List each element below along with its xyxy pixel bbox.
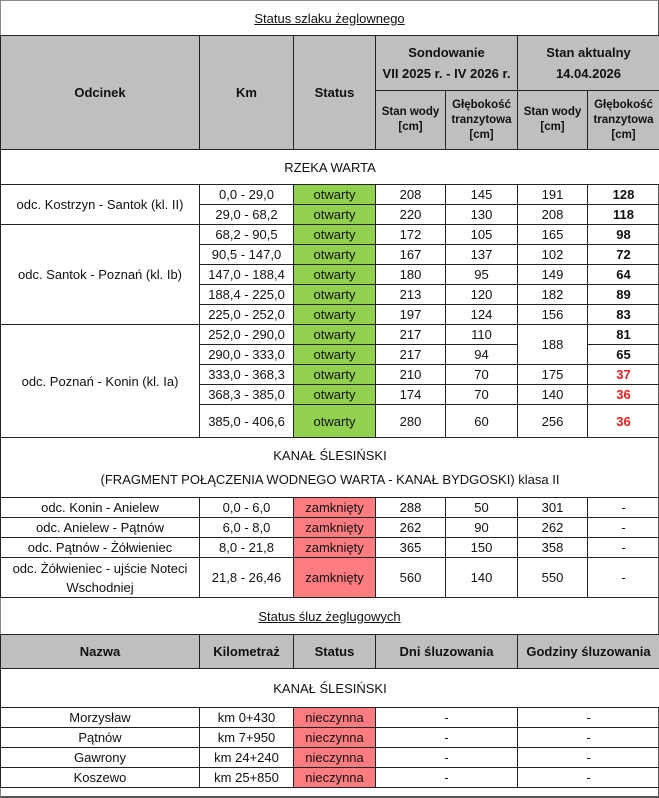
glebokosc: 105 — [446, 225, 518, 245]
stan-aktualny-wody: 165 — [518, 225, 588, 245]
status-badge: otwarty — [294, 205, 376, 225]
km: 225,0 - 252,0 — [200, 305, 294, 325]
header-dni: Dni śluzowania — [376, 635, 518, 669]
lock-days: - — [376, 708, 518, 728]
header-godziny: Godziny śluzowania — [518, 635, 659, 669]
stan-aktualny-wody: 140 — [518, 385, 588, 405]
header-stan-l1: Stan aktualny — [518, 42, 659, 63]
status-badge: otwarty — [294, 405, 376, 438]
segment-name-l2: Wschodniej — [1, 578, 199, 597]
km: 147,0 - 188,4 — [200, 265, 294, 285]
stan-aktualny-glebokosc: 118 — [588, 205, 659, 225]
status-badge: zamknięty — [294, 538, 376, 558]
header-kilometraz: Kilometraż — [200, 635, 294, 669]
stan-aktualny-wody: 358 — [518, 538, 588, 558]
locks-table — [0, 634, 659, 788]
segment-name: odc. Konin - Anielew — [1, 498, 200, 518]
glebokosc: 150 — [446, 538, 518, 558]
lock-km: km 0+430 — [200, 708, 294, 728]
unit: [cm] — [376, 120, 445, 135]
status-badge: zamknięty — [294, 558, 376, 598]
status-badge: otwarty — [294, 345, 376, 365]
header-stan-l2: 14.04.2026 — [518, 63, 659, 84]
stan-wody: 172 — [376, 225, 446, 245]
section-kanal-subtitle: (FRAGMENT POŁĄCZENIA WODNEGO WARTA - KANAŁ BYDGOSKI) klasa II — [1, 468, 659, 492]
fairway-status-table — [0, 35, 659, 598]
km: 8,0 - 21,8 — [200, 538, 294, 558]
stan-aktualny-glebokosc: 36 — [588, 385, 659, 405]
stan-wody: 288 — [376, 498, 446, 518]
stan-aktualny-wody: 102 — [518, 245, 588, 265]
section-kanal-title: KANAŁ ŚLESIŃSKI — [1, 444, 659, 468]
segment-name: odc. Pątnów - Żółwieniec — [1, 538, 200, 558]
header-glebokosc-2 — [588, 91, 659, 150]
stan-aktualny-glebokosc: 64 — [588, 265, 659, 285]
status-badge: nieczynna — [294, 708, 376, 728]
section-warta: RZEKA WARTA — [1, 150, 659, 185]
glebokosc: 50 — [446, 498, 518, 518]
stan-aktualny-glebokosc: 37 — [588, 365, 659, 385]
stan-aktualny-glebokosc: - — [588, 498, 659, 518]
km: 6,0 - 8,0 — [200, 518, 294, 538]
glebokosc: 130 — [446, 205, 518, 225]
lock-name: Gawrony — [1, 748, 200, 768]
header-glebokosc-1 — [446, 91, 518, 150]
glebokosc: 124 — [446, 305, 518, 325]
lock-days: - — [376, 748, 518, 768]
table-row — [1, 538, 659, 558]
table-row — [1, 748, 659, 768]
stan-wody: 220 — [376, 205, 446, 225]
label: Stan wody — [518, 105, 587, 120]
header-km: Km — [200, 36, 294, 150]
stan-aktualny-glebokosc: 72 — [588, 245, 659, 265]
segment-name-l1: odc. Żółwieniec - ujście Noteci — [1, 559, 199, 578]
stan-aktualny-glebokosc: - — [588, 538, 659, 558]
segment-name: odc. Santok - Poznań (kl. Ib) — [1, 225, 200, 325]
status-badge: nieczynna — [294, 728, 376, 748]
stan-aktualny-wody: 175 — [518, 365, 588, 385]
km: 0,0 - 29,0 — [200, 185, 294, 205]
header-stan-aktualny — [518, 36, 659, 91]
segment-name — [1, 558, 200, 598]
status-badge: otwarty — [294, 225, 376, 245]
stan-aktualny-glebokosc: - — [588, 558, 659, 598]
unit: [cm] — [518, 120, 587, 135]
label: tranzytowa — [446, 113, 517, 128]
stan-aktualny-glebokosc: 81 — [588, 325, 659, 345]
header-status: Status — [294, 635, 376, 669]
lock-km: km 25+850 — [200, 768, 294, 788]
header-stan-wody-2 — [518, 91, 588, 150]
stan-aktualny-wody: 188 — [518, 325, 588, 365]
header-stan-wody-1 — [376, 91, 446, 150]
segment-name: odc. Anielew - Pątnów — [1, 518, 200, 538]
glebokosc: 70 — [446, 365, 518, 385]
segment-name: odc. Kostrzyn - Santok (kl. II) — [1, 185, 200, 225]
stan-wody: 217 — [376, 345, 446, 365]
table-row — [1, 225, 659, 245]
km: 188,4 - 225,0 — [200, 285, 294, 305]
table-row — [1, 708, 659, 728]
status-badge: zamknięty — [294, 498, 376, 518]
status-badge: otwarty — [294, 365, 376, 385]
header-status: Status — [294, 36, 376, 150]
lock-km: km 7+950 — [200, 728, 294, 748]
table-row — [1, 325, 659, 345]
label: tranzytowa — [588, 113, 659, 128]
lock-hours: - — [518, 728, 659, 748]
lock-days: - — [376, 728, 518, 748]
section-kanal — [1, 438, 659, 498]
stan-wody: 280 — [376, 405, 446, 438]
stan-aktualny-glebokosc: 128 — [588, 185, 659, 205]
lock-hours: - — [518, 768, 659, 788]
status-badge: otwarty — [294, 325, 376, 345]
stan-wody: 180 — [376, 265, 446, 285]
status-badge: otwarty — [294, 265, 376, 285]
header-sondowanie — [376, 36, 518, 91]
unit: [cm] — [446, 128, 517, 143]
stan-aktualny-wody: 149 — [518, 265, 588, 285]
section-locks: KANAŁ ŚLESIŃSKI — [1, 669, 659, 708]
stan-wody: 262 — [376, 518, 446, 538]
lock-name: Koszewo — [1, 768, 200, 788]
table-row — [1, 768, 659, 788]
glebokosc: 60 — [446, 405, 518, 438]
lock-hours: - — [518, 748, 659, 768]
stan-aktualny-wody: 156 — [518, 305, 588, 325]
km: 68,2 - 90,5 — [200, 225, 294, 245]
km: 290,0 - 333,0 — [200, 345, 294, 365]
km: 252,0 - 290,0 — [200, 325, 294, 345]
segment-name: odc. Poznań - Konin (kl. Ia) — [1, 325, 200, 438]
lock-hours: - — [518, 708, 659, 728]
status-badge: nieczynna — [294, 768, 376, 788]
glebokosc: 137 — [446, 245, 518, 265]
glebokosc: 70 — [446, 385, 518, 405]
header-odcinek: Odcinek — [1, 36, 200, 150]
glebokosc: 95 — [446, 265, 518, 285]
glebokosc: 110 — [446, 325, 518, 345]
stan-wody: 174 — [376, 385, 446, 405]
glebokosc: 120 — [446, 285, 518, 305]
status-badge: otwarty — [294, 285, 376, 305]
km: 0,0 - 6,0 — [200, 498, 294, 518]
km: 90,5 - 147,0 — [200, 245, 294, 265]
stan-aktualny-glebokosc: 65 — [588, 345, 659, 365]
status-badge: otwarty — [294, 305, 376, 325]
km: 21,8 - 26,46 — [200, 558, 294, 598]
table-row — [1, 558, 659, 598]
table-row — [1, 185, 659, 205]
stan-aktualny-glebokosc: 36 — [588, 405, 659, 438]
header-sondowanie-l1: Sondowanie — [376, 42, 517, 63]
locks-title: Status śluz żeglugowych — [1, 598, 658, 634]
stan-aktualny-wody: 301 — [518, 498, 588, 518]
label: Głębokość — [588, 98, 659, 113]
header-sondowanie-l2: VII 2025 r. - IV 2026 r. — [376, 63, 517, 84]
km: 29,0 - 68,2 — [200, 205, 294, 225]
status-badge: nieczynna — [294, 748, 376, 768]
table-row — [1, 518, 659, 538]
glebokosc: 90 — [446, 518, 518, 538]
glebokosc: 140 — [446, 558, 518, 598]
km: 385,0 - 406,6 — [200, 405, 294, 438]
stan-wody: 213 — [376, 285, 446, 305]
stan-wody: 197 — [376, 305, 446, 325]
status-badge: otwarty — [294, 385, 376, 405]
stan-aktualny-wody: 256 — [518, 405, 588, 438]
stan-aktualny-glebokosc: 83 — [588, 305, 659, 325]
stan-wody: 210 — [376, 365, 446, 385]
stan-aktualny-glebokosc: 89 — [588, 285, 659, 305]
stan-aktualny-wody: 182 — [518, 285, 588, 305]
stan-aktualny-wody: 262 — [518, 518, 588, 538]
stan-aktualny-glebokosc: 98 — [588, 225, 659, 245]
stan-wody: 217 — [376, 325, 446, 345]
status-badge: zamknięty — [294, 518, 376, 538]
stan-wody: 208 — [376, 185, 446, 205]
stan-wody: 560 — [376, 558, 446, 598]
label: Głębokość — [446, 98, 517, 113]
glebokosc: 145 — [446, 185, 518, 205]
stan-aktualny-wody: 208 — [518, 205, 588, 225]
stan-aktualny-glebokosc: - — [588, 518, 659, 538]
lock-name: Morzysław — [1, 708, 200, 728]
header-nazwa: Nazwa — [1, 635, 200, 669]
lock-km: km 24+240 — [200, 748, 294, 768]
stan-aktualny-wody: 550 — [518, 558, 588, 598]
lock-name: Pątnów — [1, 728, 200, 748]
lock-days: - — [376, 768, 518, 788]
status-badge: otwarty — [294, 185, 376, 205]
table-row — [1, 728, 659, 748]
stan-wody: 167 — [376, 245, 446, 265]
status-badge: otwarty — [294, 245, 376, 265]
label: Stan wody — [376, 105, 445, 120]
table-row — [1, 498, 659, 518]
stan-wody: 365 — [376, 538, 446, 558]
glebokosc: 94 — [446, 345, 518, 365]
unit: [cm] — [588, 128, 659, 143]
km: 368,3 - 385,0 — [200, 385, 294, 405]
stan-aktualny-wody: 191 — [518, 185, 588, 205]
main-title: Status szlaku żeglownego — [1, 1, 658, 35]
km: 333,0 - 368,3 — [200, 365, 294, 385]
